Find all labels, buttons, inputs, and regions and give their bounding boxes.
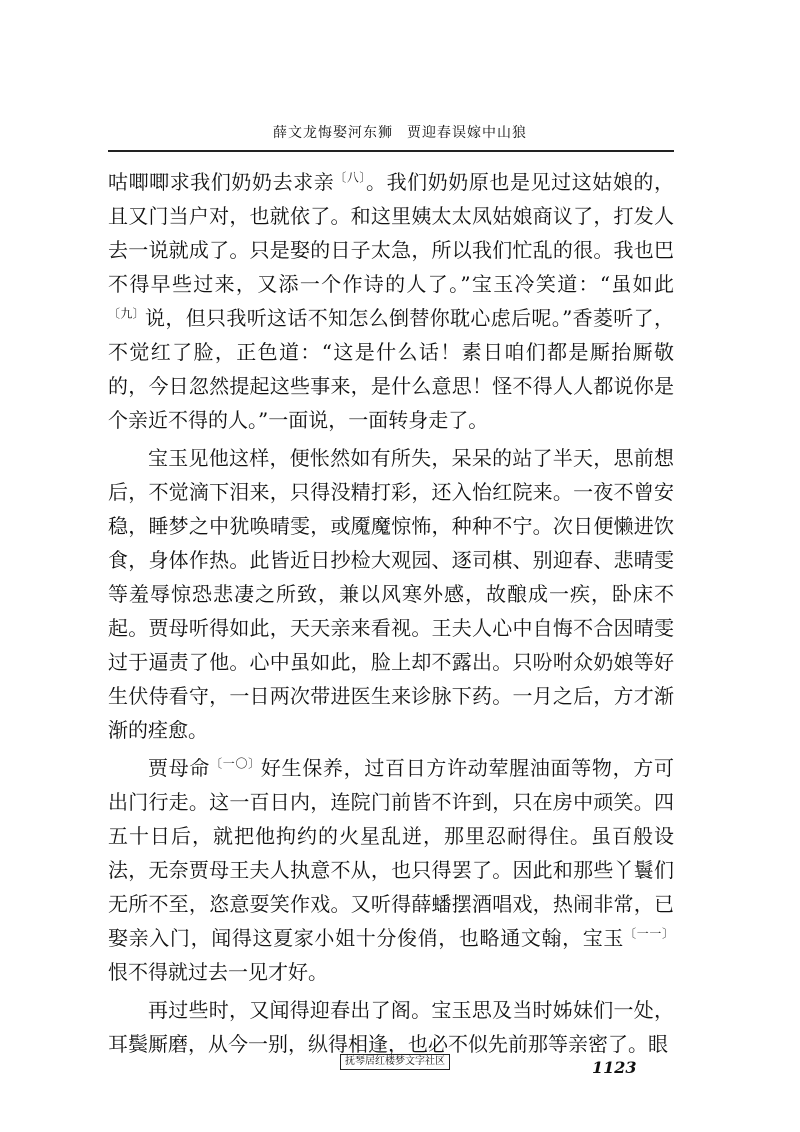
text-run: 宝玉见他这样，便怅然如有所失，呆呆的站了半天，思前想后，不觉滴下泪来，只得没精打彩，还入怡红院来。一夜不曾安稳，睡梦之中犹唤晴雯，或魇魔惊怖，种种不宁。次日便懒进饮食，身体作热。此皆近日抄检大观园、逐司棋、别迎春、悲晴雯等羞辱惊恐悲凄之所致，兼以风寒外感，故酿成一疾，卧床不起。贾母听得如此，天天亲来看视。王夫人心中自悔不合因晴雯过于逼责了他。心中虽如此，脸上却不露出。只吩咐众奶娘等好生伏侍看守，一日两次带进医生来诊脉下药。一月之后，方才渐渐的痊愈。 bbox=[108, 446, 674, 742]
paragraph bbox=[108, 993, 674, 1061]
footnote-marker: 〔一一〕 bbox=[624, 926, 674, 941]
text-run: 再过些时，又闻得迎春出了阁。宝玉思及当时姊妹们一处，耳鬓厮磨，从今一别，纵得相逢，也必不似先前那等亲密了。眼 bbox=[108, 998, 674, 1056]
text-run: 说，但只我听这话不知怎么倒替你耽心虑后呢。”香菱听了，不觉红了脸，正色道：“这是什么话！素日咱们都是厮抬厮敬的，今日忽然提起这些事来，是什么意思！怪不得人人都说你是个亲近不得的人。”一面说，一面转身走了。 bbox=[108, 306, 674, 432]
paragraph bbox=[108, 441, 674, 747]
text-run: 咕唧唧求我们奶奶去求亲 bbox=[108, 170, 335, 194]
running-head bbox=[200, 122, 600, 142]
footnote-marker: 〔八〕 bbox=[334, 170, 366, 185]
paragraph bbox=[108, 751, 674, 989]
paragraph bbox=[108, 165, 674, 437]
text-run: 好生保养，过百日方许动荤腥油面等物，方可出门行走。这一百日内，连院门前皆不许到，只在房中顽笑。四五十日后，就把他拘约的火星乱迸，那里忍耐得住。虽百般设法，无奈贾母王夫人执意不从，也只得罢了。因此和那些丫鬟们无所不至，恣意耍笑作戏。又听得薛蟠摆酒唱戏，热闹非常，已娶亲入门，闻得这夏家小姐十分俊俏，也略通文翰，宝玉 bbox=[108, 756, 675, 950]
body-text bbox=[108, 165, 674, 1065]
running-head-left: 薛文龙悔娶河东狮 bbox=[273, 125, 393, 141]
page-number: 1123 bbox=[592, 1058, 637, 1077]
footnote-marker: 〔一〇〕 bbox=[210, 756, 261, 771]
running-head-right: 贾迎春误嫁中山狼 bbox=[407, 125, 527, 141]
text-run: 贾母命 bbox=[148, 756, 211, 780]
text-run: 。我们奶奶原也是见过这姑娘的，且又门当户对，也就依了。和这里姨太太凤姑娘商议了，打发人去一说就成了。只是娶的日子太急，所以我们忙乱的很。我也巴不得早些过来，又添一个作诗的人了。”宝玉冷笑道：“虽如此 bbox=[108, 170, 674, 296]
watermark-stamp: 抚琴居红楼梦文字社区 bbox=[340, 1054, 450, 1070]
header-rule bbox=[108, 150, 674, 152]
footnote-marker: 〔九〕 bbox=[108, 306, 146, 321]
text-run: 恨不得就过去一见才好。 bbox=[108, 960, 328, 984]
